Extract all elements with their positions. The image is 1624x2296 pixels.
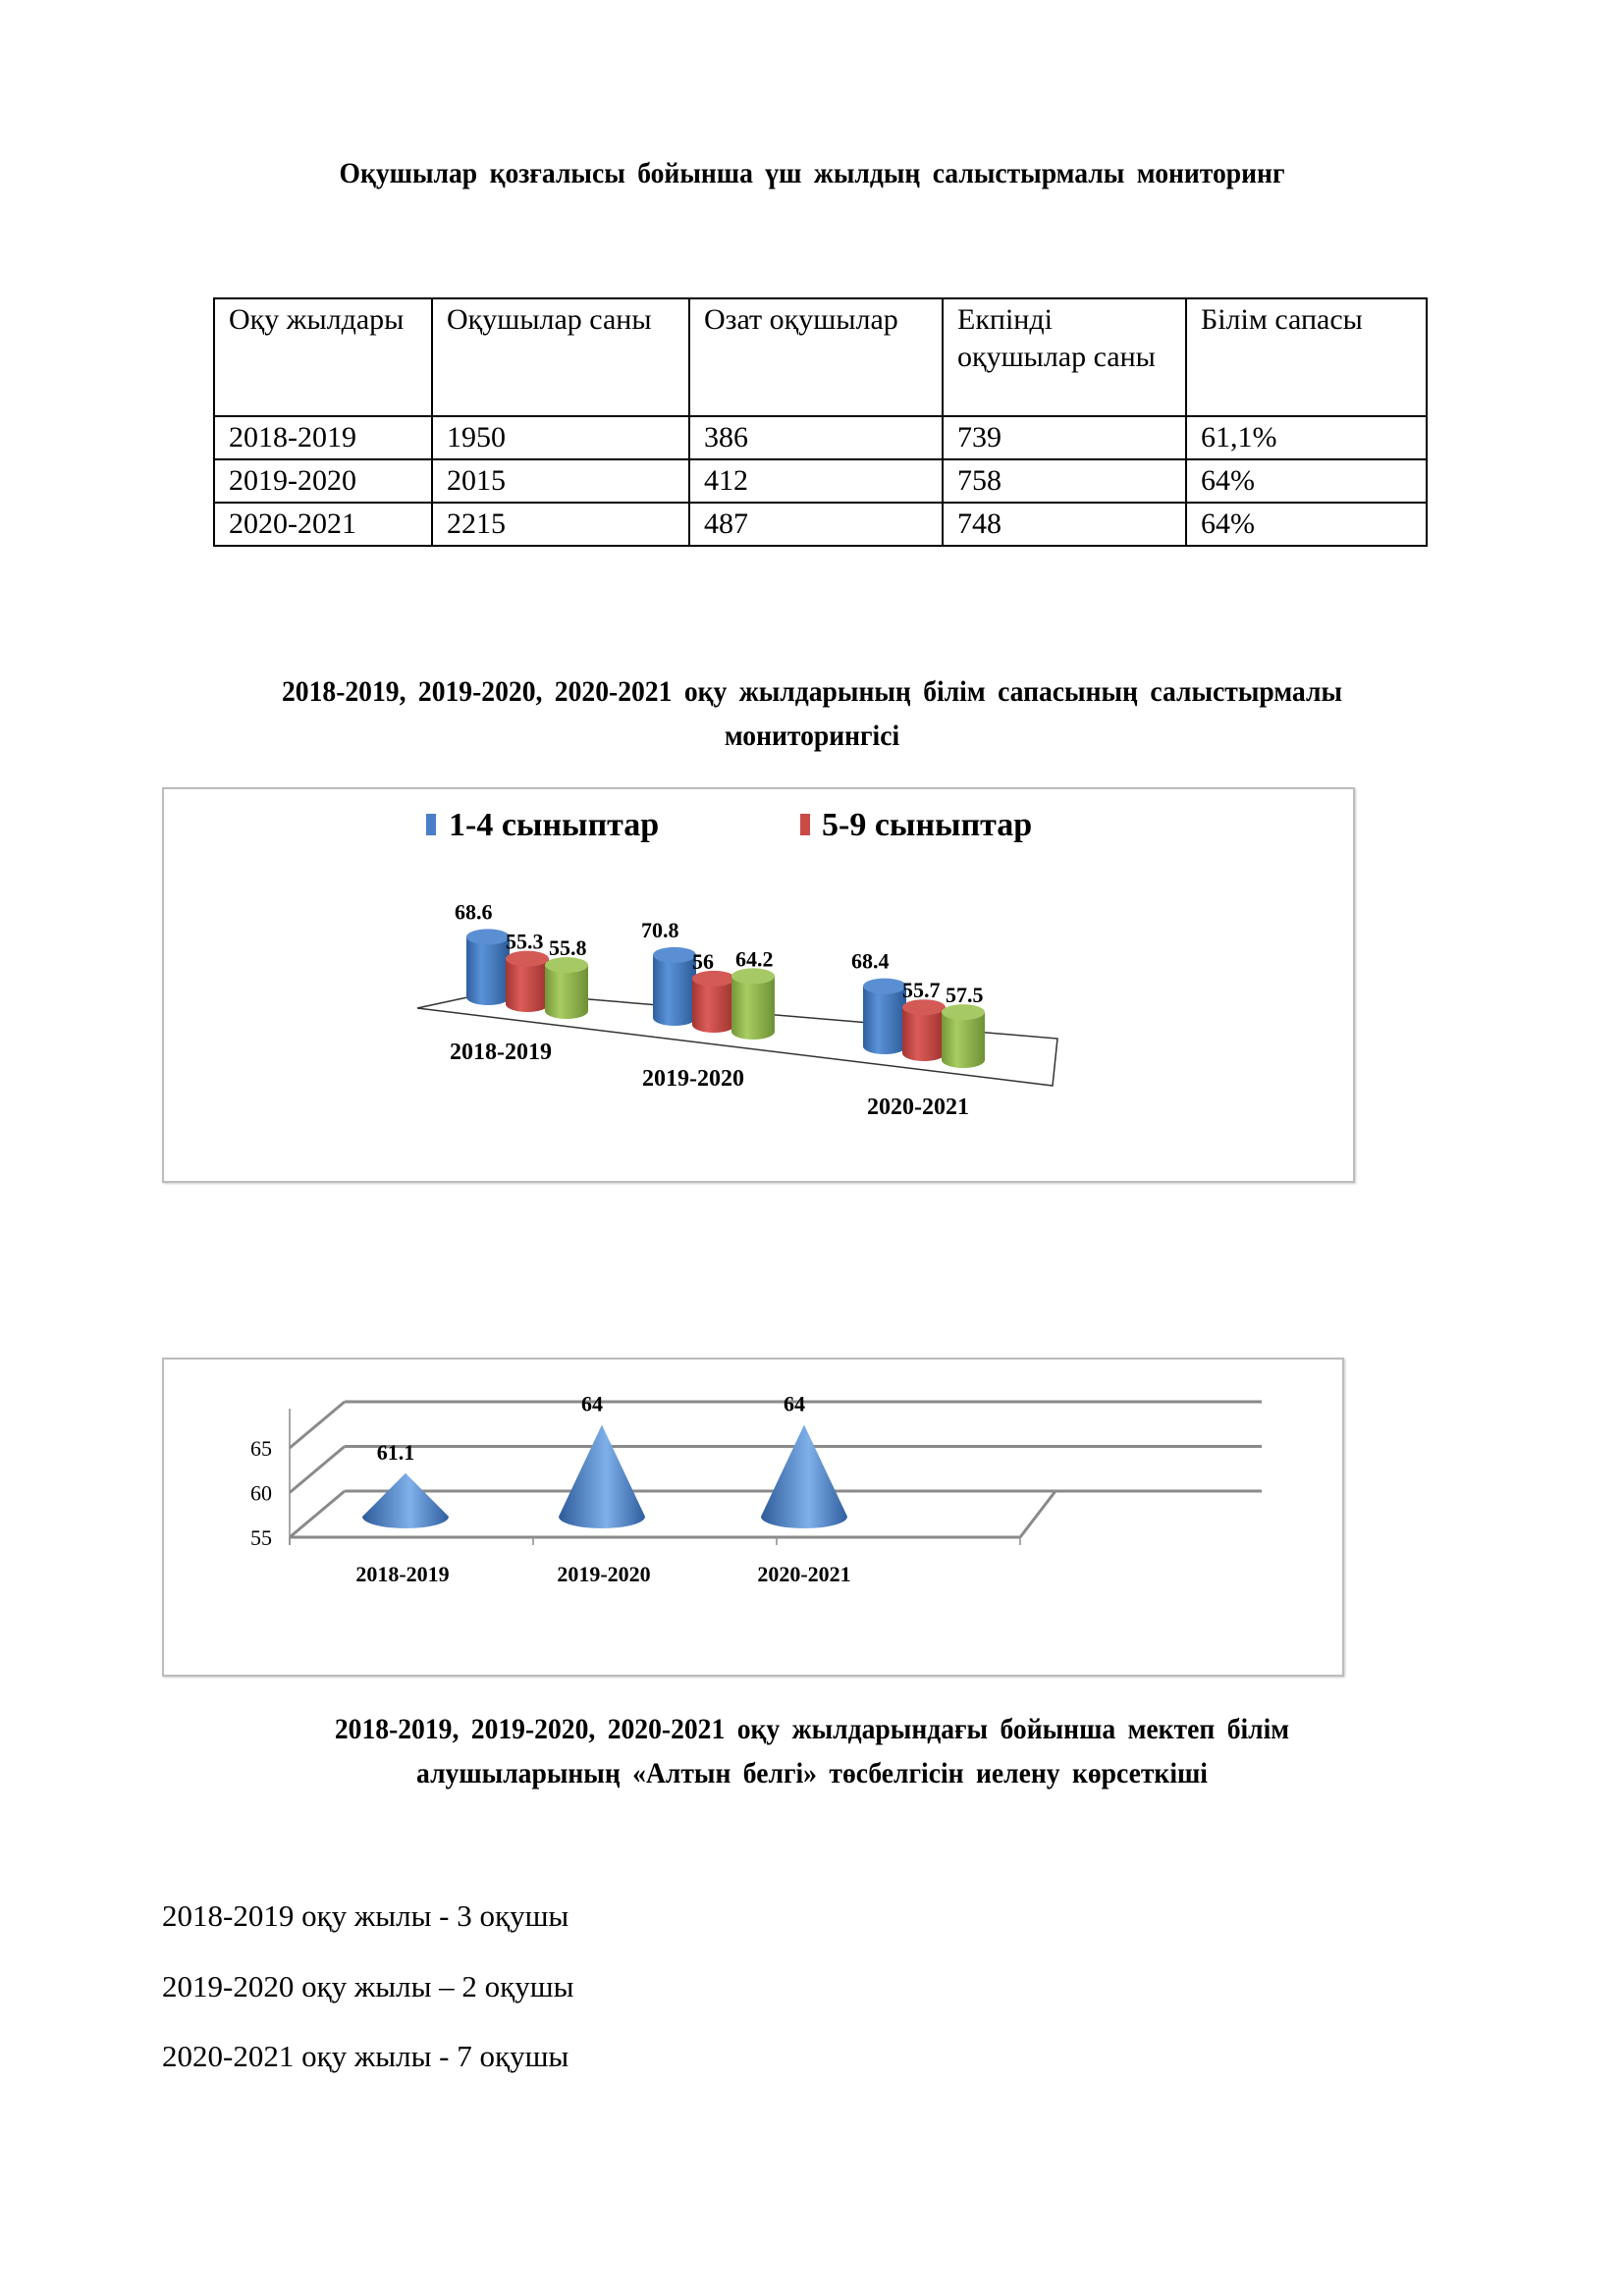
table-cell: 2020-2021 (214, 503, 432, 546)
table-cell: 2019-2020 (214, 459, 432, 503)
table-cell: 61,1% (1186, 416, 1427, 459)
quality-heading-line1: 2018-2019, 2019-2020, 2020-2021 оқу жылдарының білім сапасының салыстырмалы (281, 675, 1343, 708)
legend-swatch-5-9 (800, 814, 810, 835)
gold-medal-heading-line2: алушыларының «Алтын белгі» төсбелгісін иелену көрсеткіші (416, 1757, 1208, 1789)
table-cell: 758 (943, 459, 1186, 503)
table-cell: 739 (943, 416, 1186, 459)
bar-cylinder (863, 979, 906, 1054)
header-cell: Озат оқушылар (689, 298, 943, 416)
header-cell: Екпінді оқушылар саны (943, 298, 1186, 416)
table-cell: 2015 (432, 459, 689, 503)
category-label: 2018-2019 (450, 1040, 552, 1065)
table-cell: 2215 (432, 503, 689, 546)
quality-total-chart-svg (164, 1360, 1342, 1675)
table-cell: 487 (689, 503, 943, 546)
legend-swatch-1-4 (426, 814, 436, 835)
bar-value-label: 55.7 (902, 978, 941, 1003)
bar-cylinder (692, 971, 735, 1033)
bar-value-label: 70.8 (641, 917, 679, 942)
table-cell: 64% (1186, 459, 1427, 503)
bar-value-label: 57.5 (946, 983, 984, 1008)
table-row (214, 416, 1427, 459)
quality-by-grade-chart (162, 787, 1355, 1183)
gold-list-item: 2019-2020 оқу жылы – 2 оқушы (162, 1969, 574, 2003)
y-tick-label: 60 (250, 1480, 272, 1506)
table-row (214, 459, 1427, 503)
header-cell: Оқу жылдары (214, 298, 432, 416)
table-header-row (214, 298, 1427, 416)
bar-value-label: 55.8 (549, 935, 587, 961)
category-label: 2019-2020 (642, 1066, 744, 1092)
bar-value-label: 64.2 (735, 946, 774, 972)
table-cell: 748 (943, 503, 1186, 546)
gold-list-item: 2018-2019 оқу жылы - 3 оқушы (162, 1898, 569, 1933)
table-cell: 2018-2019 (214, 416, 432, 459)
bar-cylinder (506, 951, 549, 1012)
table-row (214, 503, 1427, 546)
table-cell: 412 (689, 459, 943, 503)
bar-cylinder (902, 999, 946, 1061)
header-cell: Оқушылар саны (432, 298, 689, 416)
table-cell: 64% (1186, 503, 1427, 546)
gold-list-item: 2020-2021 оқу жылы - 7 оқушы (162, 2039, 569, 2073)
bar-value-label: 68.4 (851, 948, 890, 974)
bar-cylinder (545, 957, 588, 1019)
bar-value-label: 68.6 (455, 899, 493, 925)
legend-label-5-9: 5-9 сыныптар (822, 807, 1033, 843)
cone-bar (559, 1425, 645, 1529)
bar-cylinder (653, 947, 696, 1026)
cone-bar (761, 1425, 847, 1529)
page-title: Оқушылар қозғалысы бойынша үш жылдың салыстырмалы мониторинг (339, 157, 1285, 189)
bar-cylinder (731, 968, 775, 1040)
cone-value-label: 64 (784, 1391, 805, 1416)
quality-by-grade-chart-svg (164, 789, 1353, 1181)
quality-heading-line2: мониторингісі (724, 720, 900, 752)
legend-label-1-4: 1-4 сыныптар (449, 807, 660, 843)
cone-value-label: 61.1 (376, 1439, 415, 1465)
gridline-side (290, 1491, 345, 1537)
y-tick-label: 55 (250, 1525, 272, 1550)
cone-value-label: 64 (581, 1391, 603, 1416)
bar-value-label: 56 (692, 948, 714, 974)
table-cell: 386 (689, 416, 943, 459)
bar-cylinder (466, 929, 510, 1005)
bar-cylinder (942, 1004, 985, 1068)
table-cell: 1950 (432, 416, 689, 459)
category-label: 2018-2019 (355, 1562, 450, 1586)
bar-value-label: 55.3 (506, 929, 544, 954)
quality-total-chart (162, 1358, 1344, 1677)
category-label: 2020-2021 (867, 1095, 969, 1120)
category-label: 2020-2021 (757, 1562, 851, 1586)
cone-bar (362, 1473, 449, 1528)
gold-medal-heading-line1: 2018-2019, 2019-2020, 2020-2021 оқу жылдарындағы бойынша мектеп білім (334, 1713, 1290, 1745)
header-cell: Білім сапасы (1186, 298, 1427, 416)
students-table (213, 297, 1428, 547)
category-label: 2019-2020 (557, 1562, 651, 1586)
gridline-side (290, 1447, 345, 1493)
floor-edge-side (1020, 1491, 1056, 1537)
y-tick-label: 65 (250, 1436, 272, 1461)
gridline-side (290, 1402, 345, 1448)
